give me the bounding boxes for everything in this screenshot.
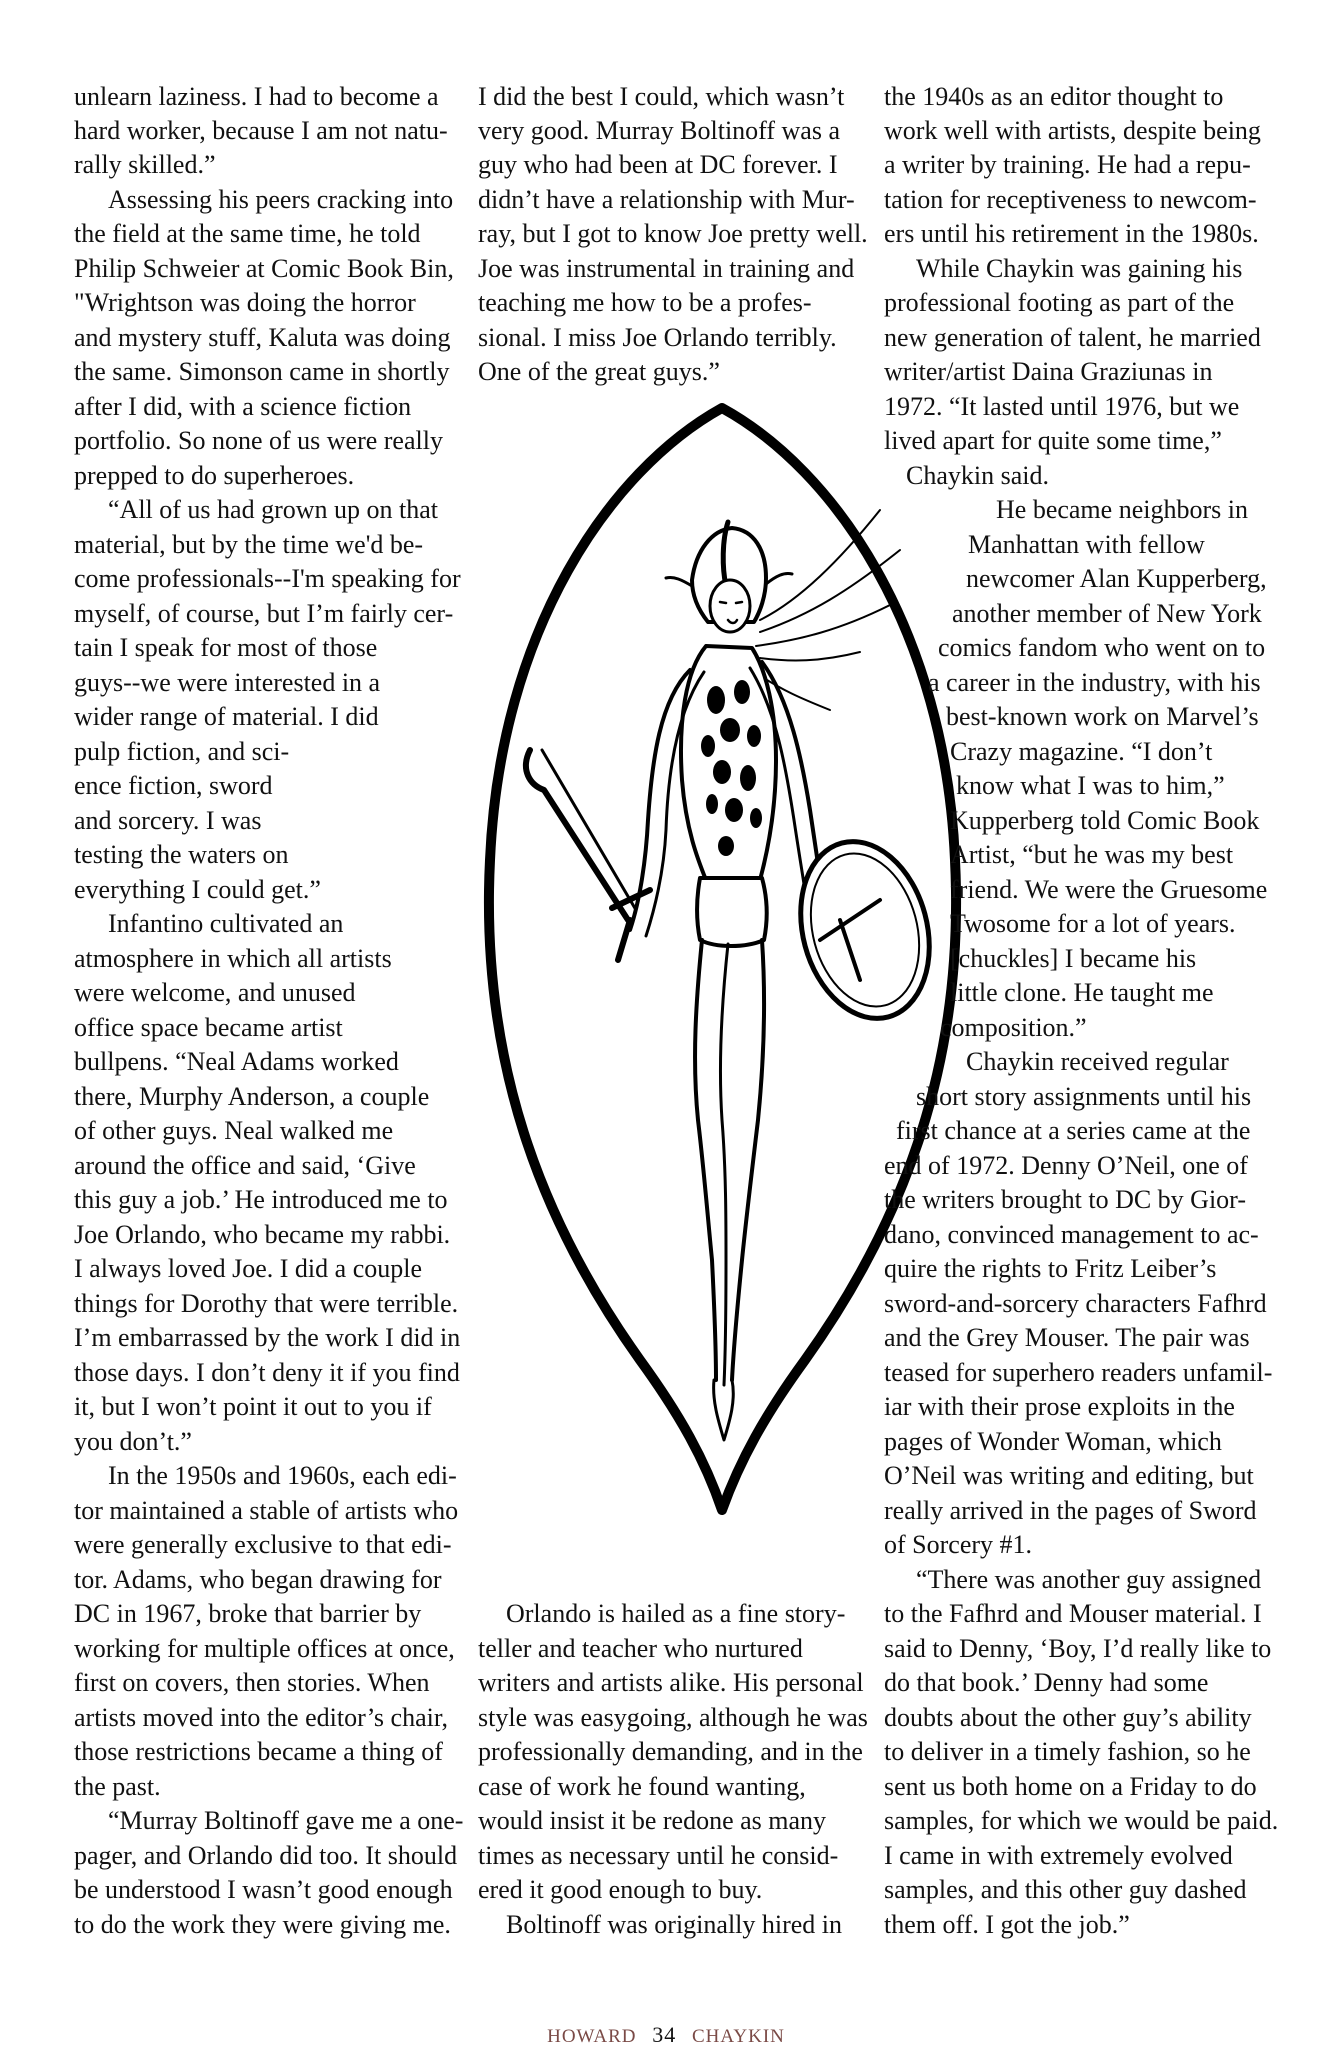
text-line: very good. Murray Boltinoff was a <box>478 116 841 145</box>
text-line: atmosphere in which all artists <box>74 944 392 973</box>
text-line: I did the best I could, which wasn’t <box>478 82 845 111</box>
text-line: Crazy magazine. “I don’t <box>950 737 1213 766</box>
text-line: writer/artist Daina Graziunas in <box>884 357 1213 386</box>
text-line: artists moved into the editor’s chair, <box>74 1703 448 1732</box>
text-line: and sorcery. I was <box>74 806 262 835</box>
face <box>710 580 750 632</box>
text-line: the field at the same time, he told <box>74 219 421 248</box>
text-line: around the office and said, ‘Give <box>74 1151 416 1180</box>
text-line: those days. I don’t deny it if you find <box>74 1358 460 1387</box>
text-line: I always loved Joe. I did a couple <box>74 1254 423 1283</box>
text-line: tain I speak for most of those <box>74 633 378 662</box>
text-line: of Sorcery #1. <box>884 1530 1033 1559</box>
footer-right: CHAYKIN <box>692 2026 785 2047</box>
text-line: myself, of course, but I’m fairly cer- <box>74 599 454 628</box>
text-line: teaching me how to be a profes- <box>478 288 812 317</box>
text-line: teller and teacher who nurtured <box>478 1634 803 1663</box>
text-line: office space became artist <box>74 1013 343 1042</box>
text-line: guy who had been at DC forever. I <box>478 150 838 179</box>
text-line: tation for receptiveness to newcom- <box>884 185 1257 214</box>
text-line: there, Murphy Anderson, a couple <box>74 1082 430 1111</box>
text-line: testing the waters on <box>74 840 289 869</box>
text-line: them off. I got the job.” <box>884 1910 1130 1939</box>
text-line: “There was another guy assigned <box>916 1565 1262 1594</box>
text-line: comics fandom who went on to <box>938 633 1266 662</box>
text-line: portfolio. So none of us were really <box>74 426 443 455</box>
text-line: new generation of talent, he married <box>884 323 1261 352</box>
text-line: I came in with extremely evolved <box>884 1841 1233 1870</box>
text-line: and mystery stuff, Kaluta was doing <box>74 323 451 352</box>
text-line: samples, and this other guy dashed <box>884 1875 1247 1904</box>
text-line: “Murray Boltinoff gave me a one- <box>108 1806 464 1835</box>
text-line: you don’t.” <box>74 1427 192 1456</box>
text-line: didn’t have a relationship with Mur- <box>478 185 855 214</box>
text-line: know what I was to him,” <box>956 771 1225 800</box>
text-line: tor maintained a stable of artists who <box>74 1496 459 1525</box>
text-line: ray, but I got to know Joe pretty well. <box>478 219 868 248</box>
text-line: would insist it be redone as many <box>478 1806 827 1835</box>
text-line: DC in 1967, broke that barrier by <box>74 1599 422 1628</box>
text-line: first on covers, then stories. When <box>74 1668 430 1697</box>
text-line: style was easygoing, although he was <box>478 1703 868 1732</box>
text-line: it, but I won’t point it out to you if <box>74 1392 432 1421</box>
text-line: little clone. He taught me <box>950 978 1214 1007</box>
text-line: ers until his retirement in the 1980s. <box>884 219 1259 248</box>
text-line: doubts about the other guy’s ability <box>884 1703 1252 1732</box>
text-line: the same. Simonson came in shortly <box>74 357 450 386</box>
text-line: were generally exclusive to that edi- <box>74 1530 452 1559</box>
round-shield <box>782 827 948 1033</box>
text-line: Philip Schweier at Comic Book Bin, <box>74 254 454 283</box>
text-line: to do the work they were giving me. <box>74 1910 451 1939</box>
text-line: of other guys. Neal walked me <box>74 1116 394 1145</box>
text-line: rally skilled.” <box>74 150 216 179</box>
text-line: things for Dorothy that were terrible. <box>74 1289 459 1318</box>
text-line: I’m embarrassed by the work I did in <box>74 1323 461 1352</box>
text-line: prepped to do superheroes. <box>74 461 355 490</box>
text-line: composition.” <box>940 1013 1087 1042</box>
text-line: 1972. “It lasted until 1976, but we <box>884 392 1240 421</box>
text-line: teased for superhero readers unfamil- <box>884 1358 1273 1387</box>
text-line: to the Fafhrd and Mouser material. I <box>884 1599 1262 1628</box>
text-line: friend. We were the Gruesome <box>950 875 1268 904</box>
left-leg <box>695 940 716 1380</box>
text-line: really arrived in the pages of Sword <box>884 1496 1257 1525</box>
text-line: were welcome, and unused <box>74 978 356 1007</box>
text-line: Artist, “but he was my best <box>950 840 1234 869</box>
text-line: guys--we were interested in a <box>74 668 381 697</box>
text-line: another member of New York <box>952 599 1262 628</box>
text-line: samples, for which we would be paid. <box>884 1806 1279 1835</box>
text-line: the writers brought to DC by Gior- <box>884 1185 1246 1214</box>
text-line: to deliver in a timely fashion, so he <box>884 1737 1251 1766</box>
text-line: sword-and-sorcery characters Fafhrd <box>884 1289 1267 1318</box>
text-line: In the 1950s and 1960s, each edi- <box>108 1461 457 1490</box>
left-arm <box>630 670 690 930</box>
text-line: everything I could get.” <box>74 875 321 904</box>
text-line: be understood I wasn’t good enough <box>74 1875 453 1904</box>
text-line: sional. I miss Joe Orlando terribly. <box>478 323 837 352</box>
text-line: Joe Orlando, who became my rabbi. <box>74 1220 451 1249</box>
text-line: Joe was instrumental in training and <box>478 254 855 283</box>
text-line: Chaykin said. <box>906 461 1049 490</box>
text-line: material, but by the time we'd be- <box>74 530 424 559</box>
text-line: professional footing as part of the <box>884 288 1235 317</box>
text-line: dano, convinced management to ac- <box>884 1220 1259 1249</box>
text-line: and the Grey Mouser. The pair was <box>884 1323 1250 1352</box>
page-footer <box>0 2022 1332 2048</box>
text-line: end of 1972. Denny O’Neil, one of <box>884 1151 1248 1180</box>
text-line: working for multiple offices at once, <box>74 1634 455 1663</box>
right-leg <box>732 940 764 1380</box>
text-line: quire the rights to Fritz Leiber’s <box>884 1254 1217 1283</box>
feet <box>714 1380 734 1440</box>
page-number: 34 <box>652 2022 677 2047</box>
text-line: this guy a job.’ He introduced me to <box>74 1185 448 1214</box>
text-line: “All of us had grown up on that <box>108 495 439 524</box>
text-line: short story assignments until his <box>916 1082 1252 1111</box>
text-line: Kupperberg told Comic Book <box>950 806 1260 835</box>
text-line: those restrictions became a thing of <box>74 1737 443 1766</box>
text-line: Orlando is hailed as a fine story- <box>506 1599 846 1628</box>
text-line: hard worker, because I am not natu- <box>74 116 448 145</box>
text-line: a career in the industry, with his <box>928 668 1261 697</box>
text-line: Manhattan with fellow <box>968 530 1205 559</box>
text-line: best-known work on Marvel’s <box>946 702 1259 731</box>
text-line: Twosome for a lot of years. <box>950 909 1236 938</box>
text-line: lived apart for quite some time,” <box>884 426 1222 455</box>
text-line: pulp fiction, and sci- <box>74 737 290 766</box>
text-line: newcomer Alan Kupperberg, <box>966 564 1267 593</box>
text-line: the 1940s as an editor thought to <box>884 82 1224 111</box>
text-line: O’Neil was writing and editing, but <box>884 1461 1254 1490</box>
text-line: ered it good enough to buy. <box>478 1875 763 1904</box>
text-line: Infantino cultivated an <box>108 909 344 938</box>
text-line: While Chaykin was gaining his <box>916 254 1243 283</box>
text-line: pages of Wonder Woman, which <box>884 1427 1222 1456</box>
text-line: after I did, with a science fiction <box>74 392 412 421</box>
text-line: [chuckles] I became his <box>950 944 1197 973</box>
text-line: a writer by training. He had a repu- <box>884 150 1251 179</box>
text-line: wider range of material. I did <box>74 702 379 731</box>
text-line: first chance at a series came at the <box>896 1116 1251 1145</box>
text-line: writers and artists alike. His personal <box>478 1668 864 1697</box>
text-line: the past. <box>74 1772 161 1801</box>
text-line: Assessing his peers cracking into <box>108 185 454 214</box>
sword-blade <box>526 750 628 920</box>
text-line: Boltinoff was originally hired in <box>506 1910 843 1939</box>
text-line: case of work he found wanting, <box>478 1772 806 1801</box>
shorts <box>697 878 767 946</box>
text-line: unlearn laziness. I had to become a <box>74 82 439 111</box>
text-line: He became neighbors in <box>996 495 1248 524</box>
text-line: come professionals--I'm speaking for <box>74 564 461 593</box>
text-line: ence fiction, sword <box>74 771 273 800</box>
text-line: pager, and Orlando did too. It should <box>74 1841 458 1870</box>
text-line: One of the great guys.” <box>478 357 720 386</box>
text-line: tor. Adams, who began drawing for <box>74 1565 442 1594</box>
text-line: times as necessary until he consid- <box>478 1841 839 1870</box>
text-line: "Wrightson was doing the horror <box>74 288 416 317</box>
text-line: iar with their prose exploits in the <box>884 1392 1235 1421</box>
text-line: Chaykin received regular <box>966 1047 1229 1076</box>
text-line: do that book.’ Denny had some <box>884 1668 1209 1697</box>
text-line: said to Denny, ‘Boy, I’d really like to <box>884 1634 1272 1663</box>
text-line: professionally demanding, and in the <box>478 1737 863 1766</box>
footer-left: HOWARD <box>547 2026 637 2047</box>
text-line: bullpens. “Neal Adams worked <box>74 1047 399 1076</box>
text-line: sent us both home on a Friday to do <box>884 1772 1257 1801</box>
text-line: work well with artists, despite being <box>884 116 1261 145</box>
